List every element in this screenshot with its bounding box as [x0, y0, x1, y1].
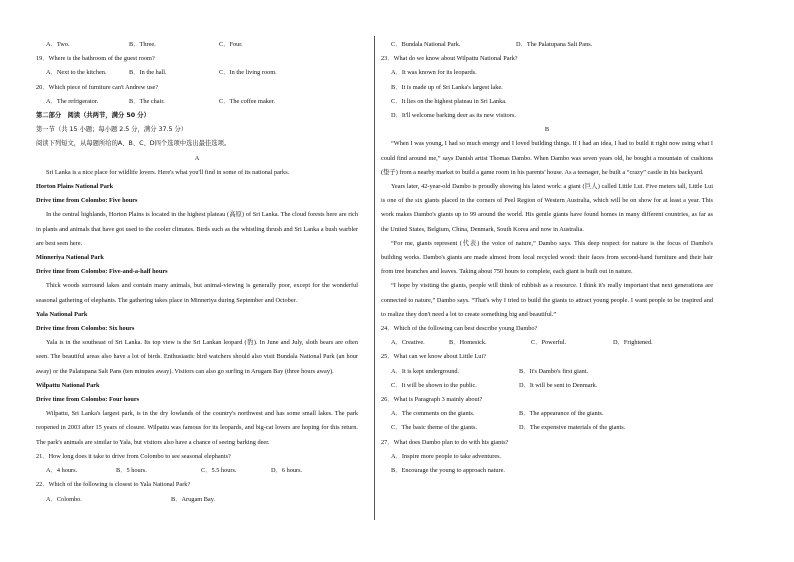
option: C．Bundala National Park.: [391, 41, 461, 48]
section-one-heading: 第一节（共 15 小题；每小题 2.5 分，满分 37.5 分）: [36, 126, 188, 134]
q21-options: [36, 464, 358, 478]
park-heading: Wilpattu National Park: [36, 381, 100, 389]
question-27: 27．What does Dambo plan to do with his giants?: [381, 438, 509, 446]
passage-paragraph: Years later, 42-year-old Dambo is proudly showing his latest work: a giant (巨人) called Little Lui. Five meters tall, Little Lui is one of the six giants placed in the corners of Peel Region of Western Australia, which will be on show for at least a year. This work makes Dambo's giants up to 99 around the world. His gentle giants have found homes in many different countries, as far as the United States, Belgium, China, Denmark, South Korea and now in Australia.: [381, 183, 713, 233]
park-description: In the central highlands, Horton Plains is located in the highest plateau (高原) of Sri Lanka. The cloud forests here are rich in plants and animals that have got used to the cooler climates. Birds such as the whistling thrush and Sri Lanka a bush warbler are best seen here.: [36, 211, 358, 247]
option: A．The refrigerator.: [46, 97, 99, 105]
option: C．It lies on the highest plateau in Sri Lanka.: [391, 97, 507, 105]
option: C．The basic theme of the giants.: [391, 424, 478, 432]
q26-options: [381, 421, 713, 435]
park-description: Yala is in the southeast of Sri Lanka. Its top view is the Sri Lankan leopard (豹). In June and July, sloth bears are often seen. The beautiful areas also have a lot of birds. Enthusiastic bird watchers should also visit Bundala National Park (an hour away) or the Palatupana Salt Pans (ten minutes away). Visitors can also go surfing in Arugam Bay (three hours away).: [36, 339, 358, 375]
passage-b-label: B: [544, 126, 550, 134]
q25-options: [381, 379, 713, 393]
question-26: 26．What is Paragraph 3 mainly about?: [381, 396, 483, 404]
option: D．6 hours.: [271, 467, 303, 475]
question-19: 19．Where is the bathroom of the guest room?: [36, 55, 155, 63]
option: A．4 hours.: [46, 467, 78, 475]
question-25: 25．What can we know about Little Lui?: [381, 353, 486, 361]
passage-a-label: A: [194, 154, 200, 162]
option: A．The comments on the giants.: [391, 410, 475, 418]
option: C．Powerful.: [531, 339, 567, 347]
question-22: 22．Which of the following is closest to Yala National Park?: [36, 481, 191, 489]
column-divider: [374, 36, 375, 520]
option: D．The Palatupana Salt Pans.: [516, 41, 593, 48]
q22-options: [36, 493, 358, 507]
park-description: Wilpattu, Sri Lanka's largest park, is in the dry lowlands of the country's northwest and has some small lakes. The park reopened in 2003 after 15 years of closure. Wilpattu was famous for its leopards, and big-cat lovers are hoping for this return. The park's animals are similar to Yala, but visitors also have a chance of seeing barking deer.: [36, 410, 358, 446]
option: C．Four.: [219, 41, 243, 48]
park-description: Thick woods surround lakes and contain many animals, but animal-viewing is generally poor, except for the wonderful seasonal gathering of elephants. The gathering takes place in Minneriya during September and October.: [36, 282, 358, 304]
park-heading: Minneriya National Park: [36, 254, 104, 262]
option: D．It will be sent to Denmark.: [519, 381, 598, 389]
option: C．It will be shown to the public.: [391, 381, 477, 389]
q26-options: [381, 407, 713, 421]
instructions: 阅读下列短文，从每题所给的A、B、C、D四个选项中选出最佳选项。: [36, 140, 231, 148]
option: A．Next to the kitchen.: [46, 69, 107, 77]
option: D．The expensive materials of the giants.: [519, 424, 626, 432]
option: A．Inspire more people to take adventures.: [391, 452, 502, 460]
question-23: 23．What do we know about Wilpattu National Park?: [381, 55, 518, 63]
option: A．Two.: [46, 41, 70, 48]
question-24: 24．Which of the following can best describe young Dambo?: [381, 325, 538, 333]
right-column: [381, 38, 713, 478]
option: D．Frightened.: [613, 339, 653, 347]
q25-options: [381, 365, 713, 379]
option: C．5.5 hours.: [201, 467, 237, 475]
left-column: [36, 38, 358, 507]
option: A．It is kept underground.: [391, 367, 460, 375]
passage-paragraph: “I hope by visiting the giants, people will think of rubbish as a resource. I think it's really important that next generations are connected to nature,” Dambo says. “That's why I tried to build the giants to attract young people. I want people to be inspired and to realize they don't need a lot to create something big and beautiful.”: [381, 282, 713, 318]
passage-intro: Sri Lanka is a nice place for wildlife lovers. Here's what you'll find in some of its national parks.: [46, 168, 290, 176]
park-heading: Horton Plains National Park: [36, 183, 114, 191]
option: B．It's Dambo's first giant.: [519, 367, 589, 375]
q19-options: [36, 66, 358, 80]
drive-time: Drive time from Colombo: Four hours: [36, 396, 140, 404]
option: D．It'll welcome barking deer as its new visitors.: [391, 112, 516, 120]
option: A．Creative.: [391, 339, 425, 347]
option: B．The appearance of the giants.: [519, 410, 604, 418]
option: A．Colombo.: [46, 495, 82, 503]
option: C．In the living room.: [219, 69, 277, 77]
drive-time: Drive time from Colombo: Five-and-a-half hours: [36, 268, 168, 276]
drive-time: Drive time from Colombo: Five hours: [36, 197, 138, 205]
question-21: 21．How long does it take to drive from Colombo to see seasonal elephants?: [36, 452, 231, 460]
option: B．5 hours.: [116, 467, 147, 475]
option: C．The coffee maker.: [219, 97, 276, 105]
passage-paragraph: “When I was young, I had so much energy and I loved building things. If I had an idea, I had to build it right now using what I could find around me,” says Danish artist Thomas Dambo. When Dambo was seven years old, he bought a mountain of cushions (垫子) from a nearby market to build a game room in his parents' house. As a teenager, he built a “crazy” castle in his backyard.: [381, 140, 713, 176]
passage-paragraph: “For me, giants represent (代表) the voice of nature,” Dambo says. This deep respect for nature is the focus of Dambo's building works. Dambo's giants are made almost from local recycled wood: their faces from second-hand furniture and their hair from tree branches and leaves. Taking about 750 hours to complete, each giant is built out in nature.: [381, 239, 713, 276]
option: B．Arugam Bay.: [171, 495, 216, 503]
q18-options: [36, 38, 358, 52]
option: B．In the hall.: [129, 69, 167, 77]
option: B．The chair.: [129, 97, 165, 105]
q22-options-continued: [381, 38, 713, 52]
q20-options: [36, 95, 358, 109]
option: B．It is made up of Sri Lanka's largest lake.: [391, 83, 503, 91]
park-heading: Yala National Park: [36, 310, 88, 318]
option: A．It was known for its leopards.: [391, 69, 477, 77]
question-20: 20．Which piece of furniture can't Andrew use?: [36, 83, 159, 91]
part-two-heading: 第二部分 阅读（共两节，满分 50 分）: [36, 112, 150, 120]
option: B．Encourage the young to approach nature.: [391, 467, 506, 475]
option: B．Homesick.: [449, 339, 487, 347]
q24-options: [381, 336, 713, 350]
option: B．Three.: [129, 41, 156, 48]
drive-time: Drive time from Colombo: Six hours: [36, 325, 135, 333]
